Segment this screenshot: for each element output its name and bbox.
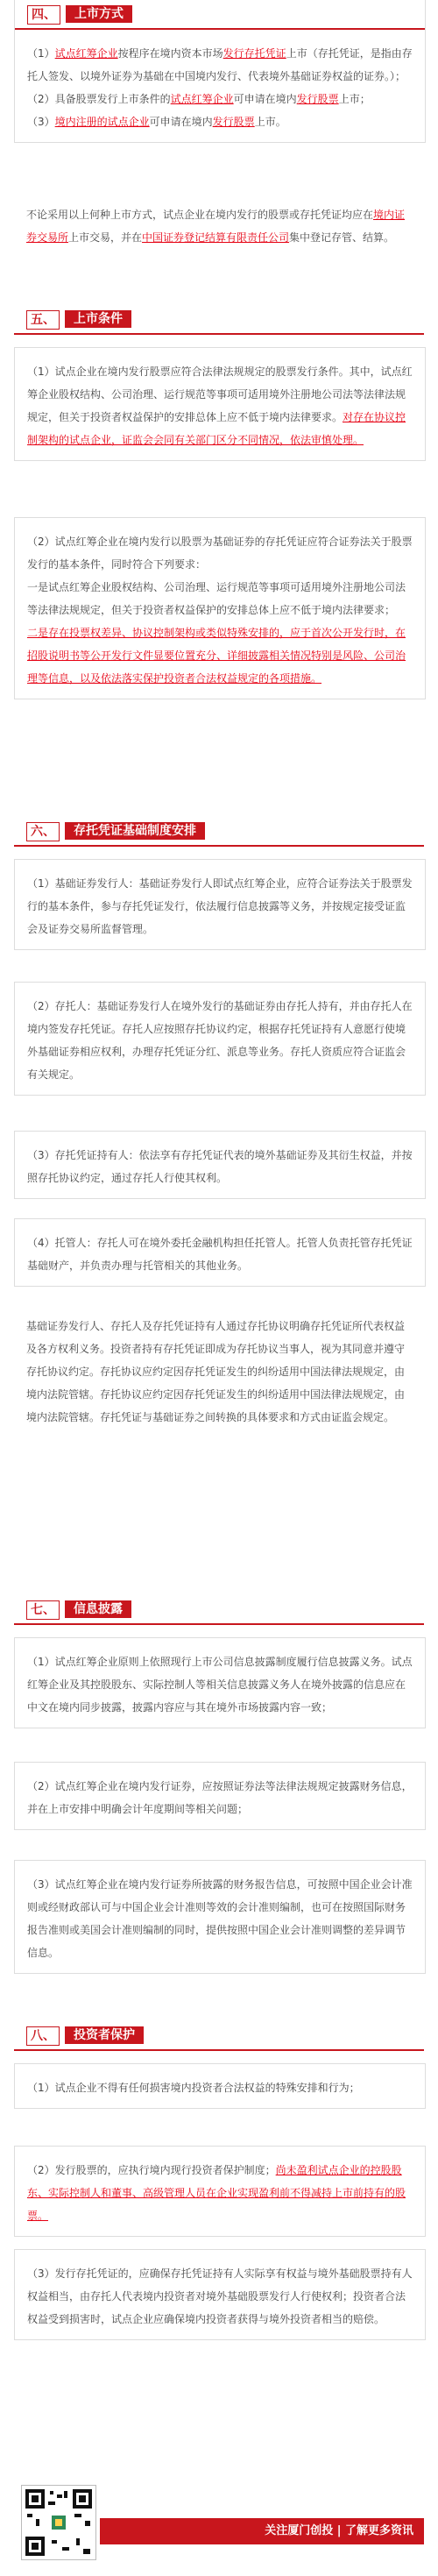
- footer: [14, 2485, 426, 2560]
- section4-item-1: （1）试点红筹企业按程序在境内资本市场发行存托凭证上市（存托凭证，是指由存托人签发、以境外证券为基础在中国境内发行、代表境外基础证券权益的证券。）；: [27, 47, 413, 82]
- qr-code-graphic: [22, 2486, 95, 2559]
- section4-item-2: （2）具备股票发行上市条件的试点红筹企业可申请在境内发行股票上市；: [27, 93, 371, 105]
- section5-number: 五、: [26, 310, 60, 330]
- section5-heading: [14, 305, 424, 335]
- section8-heading: [14, 2021, 424, 2051]
- section7-box-1: （1）试点红筹企业原则上依照现行上市公司信息披露制度履行信息披露义务。试点红筹企业及其控股股东、实际控制人等相关信息披露义务人在境外披露的信息应在中文在境内同步披露，披露内容应与其在境外市场披露内容一致；: [14, 1637, 426, 1728]
- section6-summary: 基础证券发行人、存托人及存托凭证持有人通过存托协议明确存托凭证所代表权益及各方权利义务。投资者持有存托凭证即成为存托协议当事人，视为其同意并遵守存托协议约定。存托协议应约定因存托凭证发生的纠纷适用中国法律法规规定，由境内法院管辖。存托协议应约定因存托凭证发生的纠纷适用中国法律法规规定，由境内法院管辖。存托凭证与基础证券之间转换的具体要求和方式由证监会规定。: [26, 1320, 406, 1423]
- section6-box-4: （4）托管人：存托人可在境外委托金融机构担任托管人。托管人负责托管存托凭证基础财产，并负责办理与托管相关的其他业务。: [14, 1218, 426, 1287]
- section8-title: 投资者保护: [65, 2026, 144, 2044]
- section4-heading: [15, 0, 425, 30]
- section6-box-1: （1）基础证券发行人：基础证券发行人即试点红筹企业，应符合证券法关于股票发行的基本条件，参与存托凭证发行，依法履行信息披露等义务，并按规定接受证监会及证券交易所监督管理。: [14, 859, 426, 950]
- section7-number: 七、: [26, 1600, 60, 1620]
- qr-code-icon[interactable]: [21, 2485, 96, 2560]
- section6-box-2: （2）存托人：基础证券发行人在境外发行的基础证券由存托人持有，并由存托人在境内签发存托凭证。存托人应按照存托协议约定，根据存托凭证持有人意愿行使境外基础证券相应权利，办理存托凭证分红、派息等业务。存托人资质应符合证监会有关规定。: [14, 982, 426, 1096]
- follow-banner[interactable]: 关注厦门创投 | 了解更多资讯: [100, 2518, 424, 2544]
- section5-box-1: （1）试点企业在境内发行股票应符合法律法规规定的股票发行条件。其中，试点红筹企业股权结构、公司治理、运行规范等事项可适用境外注册地公司法等法律法规规定，但关于投资者权益保护的安排总体上应不低于境内法律要求。对存在协议控制架构的试点企业，证监会会同有关部门区分不同情况，依法审慎处理。: [14, 347, 426, 461]
- section4-items-box: [14, 0, 426, 143]
- section8-box-2: （2）发行股票的，应执行境内现行投资者保护制度；尚未盈利试点企业的控股股东、实际控制人和董事、高级管理人员在企业实现盈利前不得减持上市前持有的股票。: [14, 2146, 426, 2237]
- section6-box-3: （3）存托凭证持有人：依法享有存托凭证代表的境外基础证券及其衍生权益，并按照存托协议约定，通过存托人行使其权利。: [14, 1131, 426, 1199]
- section6-heading: [14, 817, 424, 847]
- section4-header: [15, 0, 425, 30]
- section5-box-2: （2）试点红筹企业在境内发行以股票为基础证券的存托凭证应符合证券法关于股票发行的基本条件，同时符合下列要求： 一是试点红筹企业股权结构、公司治理、运行规范等事项可适用境外注册地公司法等法律法规规定，但关于投资者权益保护的安排总体上应不低于境内法律要求； 二是存在投票权差异、协议控制架构或类似特殊安排的，应于首次公开发行时，在招股说明书等公开发行文件显要位置充分、详细披露相关情况特别是风险、公司治理等信息，以及依法落实保护投资者合法权益规定的各项措施。: [14, 517, 426, 699]
- section8-number: 八、: [26, 2026, 60, 2046]
- section7-box-2: （2）试点红筹企业在境内发行证券，应按照证券法等法律法规规定披露财务信息，并在上市安排中明确会计年度期间等相关问题；: [14, 1762, 426, 1830]
- section4-number: 四、: [27, 5, 60, 25]
- section6-title: 存托凭证基础制度安排: [65, 822, 205, 840]
- section7-heading: [14, 1595, 424, 1625]
- section8-box-1: （1）试点企业不得有任何损害境内投资者合法权益的特殊安排和行为；: [14, 2063, 426, 2109]
- section8-box-3: （3）发行存托凭证的，应确保存托凭证持有人实际享有权益与境外基础股票持有人权益相当，由存托人代表境内投资者对境外基础股票发行人行使权利；投资者合法权益受到损害时，试点企业应确保境内投资者获得与境外投资者相当的赔偿。: [14, 2249, 426, 2340]
- section5-title: 上市条件: [65, 310, 131, 328]
- section6-number: 六、: [26, 822, 60, 841]
- section4-title: 上市方式: [66, 5, 132, 23]
- section7-title: 信息披露: [65, 1600, 131, 1618]
- section4-note: 不论采用以上何种上市方式，试点企业在境内发行的股票或存托凭证均应在境内证券交易所上市交易，并在中国证券登记结算有限责任公司集中登记存管、结算。: [26, 209, 406, 244]
- section7-box-3: （3）试点红筹企业在境内发行证券所披露的财务报告信息，可按照中国企业会计准则或经财政部认可与中国企业会计准则等效的会计准则编制，也可在按照国际财务报告准则或美国会计准则编制的同时，提供按照中国企业会计准则调整的差异调节信息。: [14, 1860, 426, 1974]
- section4-item-3: （3）境内注册的试点企业可申请在境内发行股票上市。: [27, 116, 286, 128]
